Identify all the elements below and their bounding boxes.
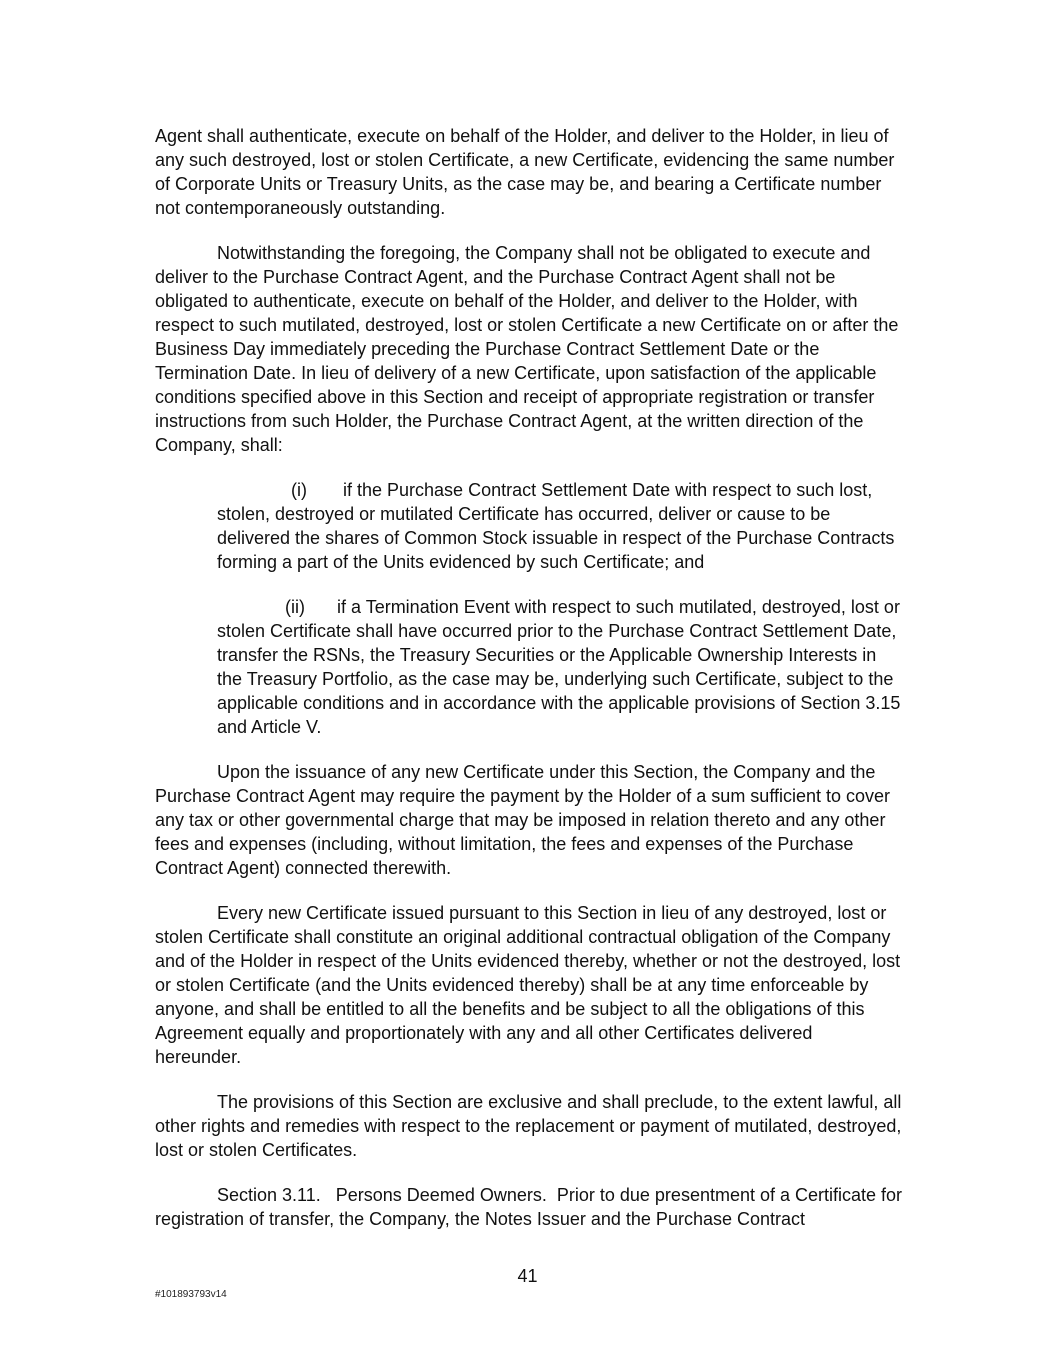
section-text: Prior to due presentment of a Certificate for registration of transfer, the Company, the Notes Issuer and the Purchase Contract [155, 1185, 903, 1229]
paragraph-continuation: Agent shall authenticate, execute on behalf of the Holder, and deliver to the Holder, in lieu of any such destroyed, lost or stolen Certificate, a new Certificate, evidencing the same number of Corporate Units or Treasury Units, as the case may be, and bearing a Certificate number not contemporaneously outstanding. [155, 126, 895, 218]
list-item-text: if the Purchase Contract Settlement Date with respect to such lost, stolen, destroyed or mutilated Certificate has occurred, deliver or cause to be delivered the shares of Common Stock issuable in respect of the Purchase Contracts forming a part of the Units evidenced by such Certificate; and [217, 480, 895, 572]
list-item-marker: (i) [291, 480, 307, 500]
list-item [217, 478, 903, 574]
list-item-text: if a Termination Event with respect to such mutilated, destroyed, lost or stolen Certificate shall have occurred prior to the Purchase Contract Settlement Date, transfer the RSNs, the Treasury Securities or the Applicable Ownership Interests in the Treasury Portfolio, as the case may be, underlying such Certificate, subject to the applicable conditions and in accordance with the applicable provisions of Section 3.15 and Article V. [217, 597, 901, 737]
section-number: Section 3.11. [217, 1185, 321, 1205]
paragraph-every-new-certificate: Every new Certificate issued pursuant to this Section in lieu of any destroyed, lost or stolen Certificate shall constitute an original additional contractual obligation of the Company and of the Holder in respect of the Units evidenced thereby, whether or not the destroyed, lost or stolen Certificate (and the Units evidenced thereby) shall be at any time enforceable by anyone, and shall be entitled to all the benefits and be subject to all the obligations of this Agreement equally and proportionately with any and all other Certificates delivered hereunder. [155, 903, 901, 1067]
list-item [217, 595, 903, 739]
paragraph-issuance: Upon the issuance of any new Certificate under this Section, the Company and the Purchase Contract Agent may require the payment by the Holder of a sum sufficient to cover any tax or other governmental charge that may be imposed in relation thereto and any other fees and expenses (including, without limitation, the fees and expenses of the Purchase Contract Agent) connected therewith. [155, 762, 891, 878]
section-3-11-paragraph [155, 1183, 903, 1231]
document-id: #101893793v14 [155, 1289, 227, 1300]
page-number: 41 [517, 1266, 538, 1286]
paragraph-notwithstanding: Notwithstanding the foregoing, the Company shall not be obligated to execute and deliver to the Purchase Contract Agent, and the Purchase Contract Agent shall not be obligated to authenticate, execute on behalf of the Holder, and deliver to the Holder, with respect to such mutilated, destroyed, lost or stolen Certificate a new Certificate on or after the Business Day immediately preceding the Purchase Contract Settlement Date or the Termination Date. In lieu of delivery of a new Certificate, upon satisfaction of the applicable conditions specified above in this Section and receipt of appropriate registration or transfer instructions from such Holder, the Purchase Contract Agent, at the written direction of the Company, shall: [155, 243, 899, 455]
list-item-marker: (ii) [285, 597, 305, 617]
section-title: Persons Deemed Owners. [335, 1185, 547, 1205]
paragraph-exclusive-provisions: The provisions of this Section are exclusive and shall preclude, to the extent lawful, all other rights and remedies with respect to the replacement or payment of mutilated, destroyed, lost or stolen Certificates. [155, 1092, 902, 1160]
document-body [155, 124, 903, 1252]
